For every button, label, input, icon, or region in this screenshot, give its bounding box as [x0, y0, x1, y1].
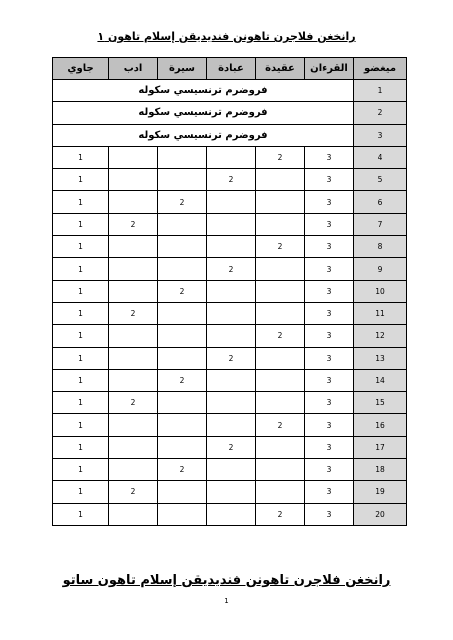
footer-title: رانخغن فلاجرن تاهونن فنديديقن إسلام تاهون ساتو: [62, 573, 391, 588]
sirah-cell: [158, 481, 207, 503]
ibadah-cell: [207, 146, 256, 168]
sirah-cell: [158, 414, 207, 436]
quran-cell: 3: [305, 213, 354, 235]
header-adab: ادب: [109, 58, 158, 80]
ibadah-cell: 2: [207, 347, 256, 369]
ibadah-cell: [207, 414, 256, 436]
quran-cell: 3: [305, 258, 354, 280]
table-row: [53, 102, 407, 124]
quran-cell: 3: [305, 347, 354, 369]
week-number-cell: 15: [354, 392, 407, 414]
adab-cell: [109, 436, 158, 458]
sirah-cell: [158, 146, 207, 168]
aqidah-cell: [256, 213, 305, 235]
sirah-cell: [158, 392, 207, 414]
sirah-cell: 2: [158, 459, 207, 481]
table-row: [53, 459, 407, 481]
aqidah-cell: [256, 169, 305, 191]
ibadah-cell: [207, 459, 256, 481]
quran-cell: 3: [305, 325, 354, 347]
table-row: [53, 503, 407, 525]
sirah-cell: [158, 213, 207, 235]
jawi-cell: 1: [53, 414, 109, 436]
aqidah-cell: [256, 459, 305, 481]
ibadah-cell: [207, 280, 256, 302]
adab-cell: [109, 280, 158, 302]
table-row: [53, 481, 407, 503]
week-number-cell: 16: [354, 414, 407, 436]
adab-cell: [109, 369, 158, 391]
adab-cell: [109, 325, 158, 347]
week-number-cell: 19: [354, 481, 407, 503]
sirah-cell: [158, 325, 207, 347]
jawi-cell: 1: [53, 302, 109, 324]
jawi-cell: 1: [53, 236, 109, 258]
aqidah-cell: [256, 191, 305, 213]
quran-cell: 3: [305, 146, 354, 168]
adab-cell: [109, 146, 158, 168]
aqidah-cell: [256, 347, 305, 369]
table-row: [53, 369, 407, 391]
table-row: [53, 80, 407, 102]
quran-cell: 3: [305, 302, 354, 324]
quran-cell: 3: [305, 481, 354, 503]
ibadah-cell: [207, 325, 256, 347]
aqidah-cell: [256, 369, 305, 391]
adab-cell: [109, 414, 158, 436]
header-week: ميغضو: [354, 58, 407, 80]
table-row: [53, 392, 407, 414]
aqidah-cell: [256, 302, 305, 324]
ibadah-cell: [207, 481, 256, 503]
adab-cell: 2: [109, 302, 158, 324]
jawi-cell: 1: [53, 503, 109, 525]
page-number: 1: [224, 597, 229, 605]
jawi-cell: 1: [53, 169, 109, 191]
jawi-cell: 1: [53, 392, 109, 414]
schedule-table: [52, 57, 407, 526]
ibadah-cell: [207, 392, 256, 414]
jawi-cell: 1: [53, 280, 109, 302]
week-number-cell: 1: [354, 80, 407, 102]
table-header-row: [53, 58, 407, 80]
adab-cell: [109, 169, 158, 191]
jawi-cell: 1: [53, 436, 109, 458]
adab-cell: [109, 347, 158, 369]
quran-cell: 3: [305, 236, 354, 258]
header-quran: القرءان: [305, 58, 354, 80]
header-jawi: جاوي: [53, 58, 109, 80]
sirah-cell: [158, 258, 207, 280]
quran-cell: 3: [305, 191, 354, 213]
week-number-cell: 5: [354, 169, 407, 191]
sirah-cell: 2: [158, 369, 207, 391]
jawi-cell: 1: [53, 191, 109, 213]
week-number-cell: 10: [354, 280, 407, 302]
week-number-cell: 20: [354, 503, 407, 525]
ibadah-cell: [207, 369, 256, 391]
aqidah-cell: 2: [256, 325, 305, 347]
week-number-cell: 9: [354, 258, 407, 280]
jawi-cell: 1: [53, 347, 109, 369]
table-row: [53, 436, 407, 458]
header-aqidah: عقيدة: [256, 58, 305, 80]
orientation-cell: فروضرم ترنسيسي سكوله: [53, 80, 354, 102]
jawi-cell: 1: [53, 459, 109, 481]
table-row: [53, 124, 407, 146]
sirah-cell: [158, 503, 207, 525]
jawi-cell: 1: [53, 369, 109, 391]
week-number-cell: 11: [354, 302, 407, 324]
orientation-cell: فروضرم ترنسيسي سكوله: [53, 102, 354, 124]
quran-cell: 3: [305, 503, 354, 525]
aqidah-cell: [256, 481, 305, 503]
week-number-cell: 4: [354, 146, 407, 168]
aqidah-cell: 2: [256, 503, 305, 525]
adab-cell: [109, 258, 158, 280]
adab-cell: 2: [109, 213, 158, 235]
sirah-cell: [158, 302, 207, 324]
aqidah-cell: [256, 392, 305, 414]
table-row: [53, 213, 407, 235]
orientation-cell: فروضرم ترنسيسي سكوله: [53, 124, 354, 146]
sirah-cell: [158, 347, 207, 369]
ibadah-cell: [207, 236, 256, 258]
ibadah-cell: 2: [207, 436, 256, 458]
adab-cell: 2: [109, 481, 158, 503]
ibadah-cell: [207, 503, 256, 525]
jawi-cell: 1: [53, 481, 109, 503]
ibadah-cell: 2: [207, 169, 256, 191]
aqidah-cell: 2: [256, 146, 305, 168]
table-row: [53, 236, 407, 258]
week-number-cell: 3: [354, 124, 407, 146]
aqidah-cell: [256, 258, 305, 280]
table-row: [53, 258, 407, 280]
adab-cell: [109, 236, 158, 258]
quran-cell: 3: [305, 392, 354, 414]
week-number-cell: 17: [354, 436, 407, 458]
jawi-cell: 1: [53, 213, 109, 235]
page-title: رانخغن فلاجرن تاهونن فنديديقن إسلام تاهون ١: [97, 30, 356, 43]
table-row: [53, 191, 407, 213]
aqidah-cell: [256, 436, 305, 458]
week-number-cell: 7: [354, 213, 407, 235]
sirah-cell: 2: [158, 191, 207, 213]
aqidah-cell: 2: [256, 414, 305, 436]
adab-cell: [109, 459, 158, 481]
table-row: [53, 302, 407, 324]
sirah-cell: 2: [158, 280, 207, 302]
week-number-cell: 6: [354, 191, 407, 213]
table-row: [53, 280, 407, 302]
quran-cell: 3: [305, 436, 354, 458]
week-number-cell: 13: [354, 347, 407, 369]
quran-cell: 3: [305, 169, 354, 191]
ibadah-cell: [207, 191, 256, 213]
ibadah-cell: [207, 213, 256, 235]
table-row: [53, 414, 407, 436]
jawi-cell: 1: [53, 325, 109, 347]
week-number-cell: 12: [354, 325, 407, 347]
adab-cell: [109, 503, 158, 525]
quran-cell: 3: [305, 414, 354, 436]
table-row: [53, 146, 407, 168]
ibadah-cell: [207, 302, 256, 324]
week-number-cell: 8: [354, 236, 407, 258]
header-ibadah: عبادة: [207, 58, 256, 80]
adab-cell: 2: [109, 392, 158, 414]
aqidah-cell: [256, 280, 305, 302]
table-row: [53, 347, 407, 369]
ibadah-cell: 2: [207, 258, 256, 280]
quran-cell: 3: [305, 459, 354, 481]
table-row: [53, 169, 407, 191]
week-number-cell: 2: [354, 102, 407, 124]
jawi-cell: 1: [53, 258, 109, 280]
week-number-cell: 14: [354, 369, 407, 391]
table-row: [53, 325, 407, 347]
sirah-cell: [158, 169, 207, 191]
header-sirah: سيرة: [158, 58, 207, 80]
quran-cell: 3: [305, 280, 354, 302]
quran-cell: 3: [305, 369, 354, 391]
aqidah-cell: 2: [256, 236, 305, 258]
sirah-cell: [158, 436, 207, 458]
sirah-cell: [158, 236, 207, 258]
week-number-cell: 18: [354, 459, 407, 481]
adab-cell: [109, 191, 158, 213]
jawi-cell: 1: [53, 146, 109, 168]
